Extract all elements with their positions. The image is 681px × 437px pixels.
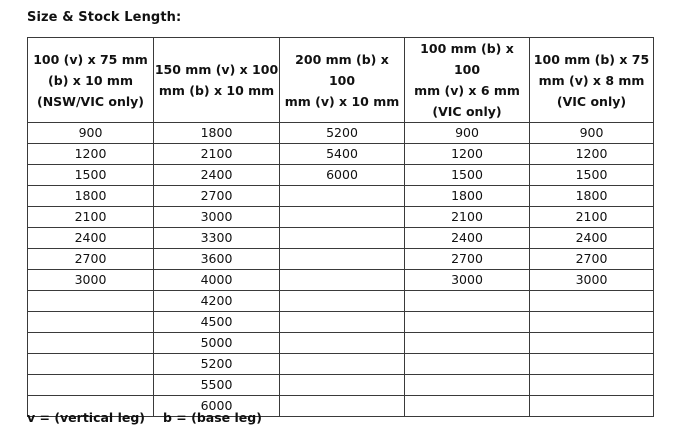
table-cell: 2100 [530, 207, 654, 228]
table-row [28, 291, 654, 312]
table-cell: 1500 [28, 165, 154, 186]
table-cell [530, 291, 654, 312]
table-cell [28, 333, 154, 354]
table-cell: 2700 [405, 249, 530, 270]
table-cell: 3000 [530, 270, 654, 291]
table-cell: 3000 [154, 207, 280, 228]
table-cell: 5400 [280, 144, 405, 165]
table-cell [405, 375, 530, 396]
column-header-line: mm (v) x 6 mm [414, 83, 520, 98]
table-cell [280, 333, 405, 354]
table-cell: 4500 [154, 312, 280, 333]
table-cell [280, 291, 405, 312]
table-row [28, 207, 654, 228]
table-cell: 2400 [28, 228, 154, 249]
table-cell [405, 333, 530, 354]
table-cell [280, 228, 405, 249]
column-header-2 [154, 38, 280, 123]
legend [27, 410, 280, 425]
table-cell [28, 291, 154, 312]
table-cell [280, 249, 405, 270]
table-cell: 5200 [154, 354, 280, 375]
legend-base-leg: b = (base leg) [163, 410, 262, 425]
table-cell [28, 312, 154, 333]
legend-vertical-leg: v = (vertical leg) [27, 410, 145, 425]
table-cell [280, 312, 405, 333]
table-cell [28, 375, 154, 396]
table-cell: 2400 [154, 165, 280, 186]
table-cell: 900 [530, 123, 654, 144]
table-cell: 3300 [154, 228, 280, 249]
table-cell: 900 [405, 123, 530, 144]
section-title: Size & Stock Length: [27, 10, 182, 25]
column-header-line: 200 mm (b) x 100 [295, 51, 389, 88]
table-cell [28, 354, 154, 375]
table-cell [530, 396, 654, 417]
table-cell [530, 333, 654, 354]
table-cell: 3000 [405, 270, 530, 291]
table-row [28, 144, 654, 165]
column-header-line: mm (b) x 10 mm [158, 83, 275, 98]
table-cell [280, 207, 405, 228]
table-row [28, 228, 654, 249]
column-header-line: (b) x 10 mm [48, 72, 133, 88]
table-cell: 5000 [154, 333, 280, 354]
table-cell: 1500 [530, 165, 654, 186]
table-cell [280, 270, 405, 291]
table-row [28, 354, 654, 375]
table-cell [405, 396, 530, 417]
table-cell [530, 354, 654, 375]
table-cell: 2700 [530, 249, 654, 270]
table-cell: 3600 [154, 249, 280, 270]
column-header-4 [405, 38, 530, 123]
column-header-line: mm (v) x 8 mm [538, 72, 645, 88]
table-cell [280, 354, 405, 375]
column-header-5 [530, 38, 654, 123]
column-header-line: mm (v) x 10 mm [284, 93, 400, 109]
table-cell: 1800 [28, 186, 154, 207]
column-header-line: 100 (v) x 75 mm [33, 51, 148, 67]
table-cell: 2700 [28, 249, 154, 270]
table-cell: 1200 [28, 144, 154, 165]
column-header-line: 150 mm (v) x 100 [154, 62, 279, 77]
table-body [28, 123, 654, 417]
table-cell: 6000 [280, 165, 405, 186]
table-row [28, 123, 654, 144]
table-row [28, 312, 654, 333]
table-cell: 4000 [154, 270, 280, 291]
table-cell: 2100 [28, 207, 154, 228]
column-header-3 [280, 38, 405, 123]
table-cell: 5200 [280, 123, 405, 144]
table-cell: 2100 [154, 144, 280, 165]
table-cell: 1800 [405, 186, 530, 207]
table-row [28, 270, 654, 291]
table-row [28, 186, 654, 207]
column-header-line: 100 mm (b) x 100 [420, 41, 514, 77]
table-cell: 1500 [405, 165, 530, 186]
stock-length-table [27, 37, 654, 417]
table-cell [405, 354, 530, 375]
table-cell: 3000 [28, 270, 154, 291]
table-cell: 2100 [405, 207, 530, 228]
table-cell [280, 375, 405, 396]
column-header-1 [28, 38, 154, 123]
column-header-line: 100 mm (b) x 75 [533, 51, 650, 67]
table-cell: 5500 [154, 375, 280, 396]
table-cell: 6000 [154, 396, 280, 417]
table-cell: 2700 [154, 186, 280, 207]
table-cell: 1200 [530, 144, 654, 165]
table-cell: 2400 [405, 228, 530, 249]
table-row [28, 375, 654, 396]
table-cell: 4200 [154, 291, 280, 312]
column-header-line: (VIC only) [556, 93, 627, 109]
table-cell: 1800 [530, 186, 654, 207]
table-cell: 900 [28, 123, 154, 144]
table-row [28, 333, 654, 354]
table-cell [280, 186, 405, 207]
table-cell [280, 396, 405, 417]
table-cell [405, 291, 530, 312]
table-row [28, 165, 654, 186]
table-cell [530, 312, 654, 333]
column-header-line: (NSW/VIC only) [36, 93, 144, 109]
table-cell [530, 375, 654, 396]
table-row [28, 249, 654, 270]
table-cell: 1200 [405, 144, 530, 165]
table-cell [405, 312, 530, 333]
column-header-line: (VIC only) [432, 104, 502, 119]
table-cell: 2400 [530, 228, 654, 249]
header-row [28, 38, 654, 123]
table-cell: 1800 [154, 123, 280, 144]
